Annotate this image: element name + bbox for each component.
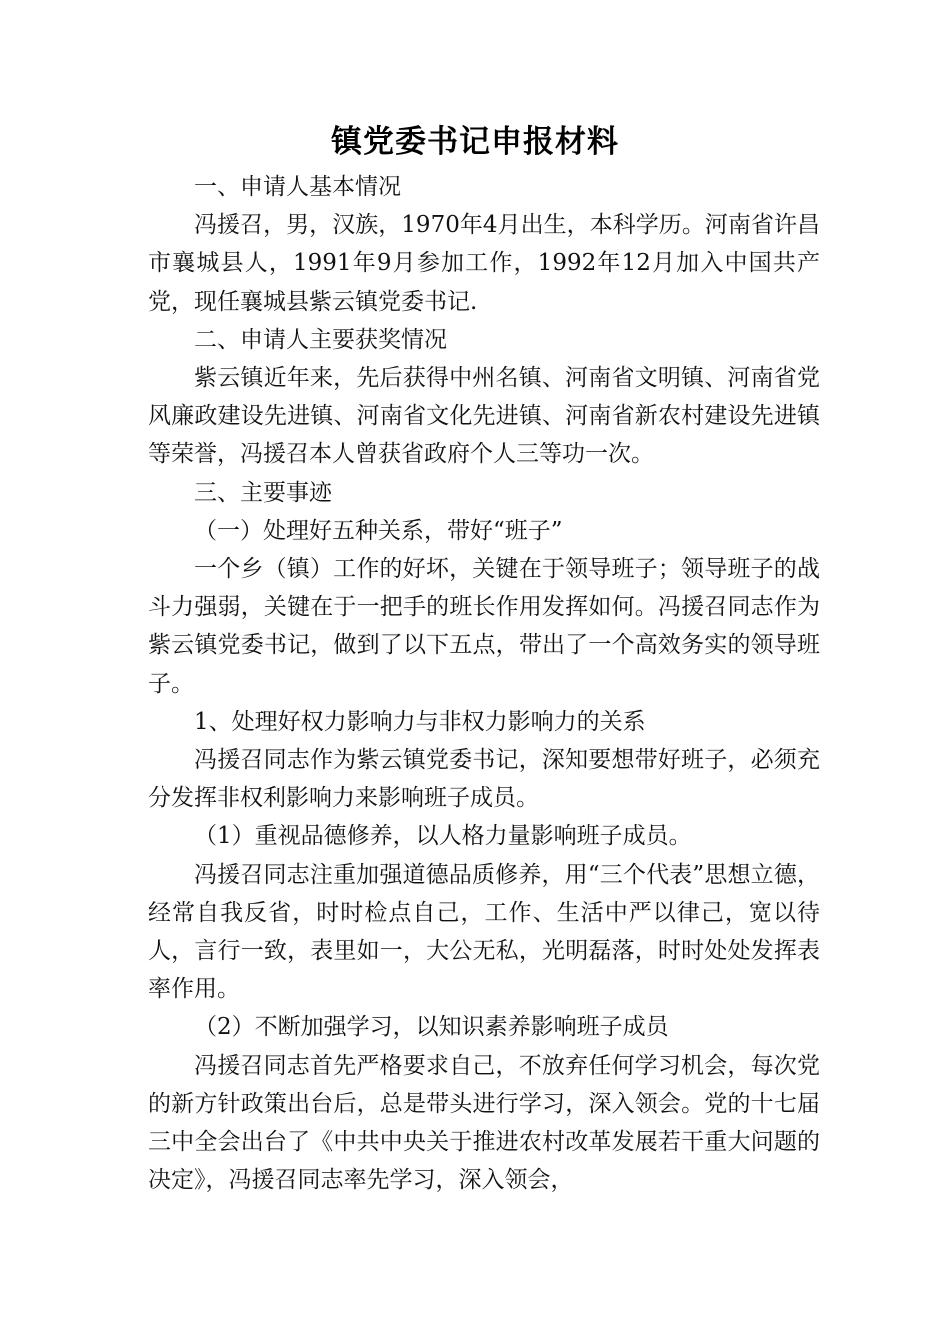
paragraph-morality: 冯援召同志注重加强道德品质修养，用“三个代表”思想立德，经常自我反省，时时检点自己，工作、生活中严以律己，宽以待人，言行一致，表里如一，大公无私，光明磊落，时时处处发挥表率作用。 (148, 861, 820, 1003)
document-title: 镇党委书记申报材料 (331, 124, 619, 160)
section-heading-basic-info: 一、申请人基本情况 (194, 174, 401, 200)
document-body (148, 168, 820, 1199)
subheading-learning: （2）不断加强学习，以知识素养影响班子成员 (194, 1014, 669, 1041)
section-heading-main-deeds: 三、主要事迹 (194, 479, 332, 506)
paragraph-influence: 冯援召同志作为紫云镇党委书记，深知要想带好班子，必须充分发挥非权利影响力来影响班子成员。 (148, 747, 820, 812)
subheading-morality: （1）重视品德修养，以人格力量影响班子成员。 (194, 823, 692, 850)
paragraph-leadership: 一个乡（镇）工作的好坏，关键在于领导班子；领导班子的战斗力强弱，关键在于一把手的班长作用发挥如何。冯援召同志作为紫云镇党委书记，做到了以下五点，带出了一个高效务实的领导班子。 (148, 556, 820, 697)
subheading-influence: 1、处理好权力影响力与非权力影响力的关系 (194, 708, 646, 735)
subheading-five-relations: （一）处理好五种关系，带好“班子” (194, 517, 563, 544)
paragraph-learning: 冯援召同志首先严格要求自己，不放弃任何学习机会，每次党的新方针政策出台后，总是带头进行学习，深入领会。党的十七届三中全会出台了《中共中央关于推进农村改革发展若干重大问题的决定》，冯援召同志率先学习，深入领会， (148, 1052, 820, 1194)
paragraph-awards: 紫云镇近年来，先后获得中州名镇、河南省文明镇、河南省党风廉政建设先进镇、河南省文化先进镇、河南省新农村建设先进镇等荣誉，冯援召本人曾获省政府个人三等功一次。 (148, 365, 820, 468)
paragraph-basic-info: 冯援召，男，汉族，1970年4月出生，本科学历。河南省许昌市襄城县人，1991年9月参加工作，1992年12月加入中国共产党，现任襄城县紫云镇党委书记. (148, 212, 820, 315)
section-heading-awards: 二、申请人主要获奖情况 (194, 326, 447, 353)
